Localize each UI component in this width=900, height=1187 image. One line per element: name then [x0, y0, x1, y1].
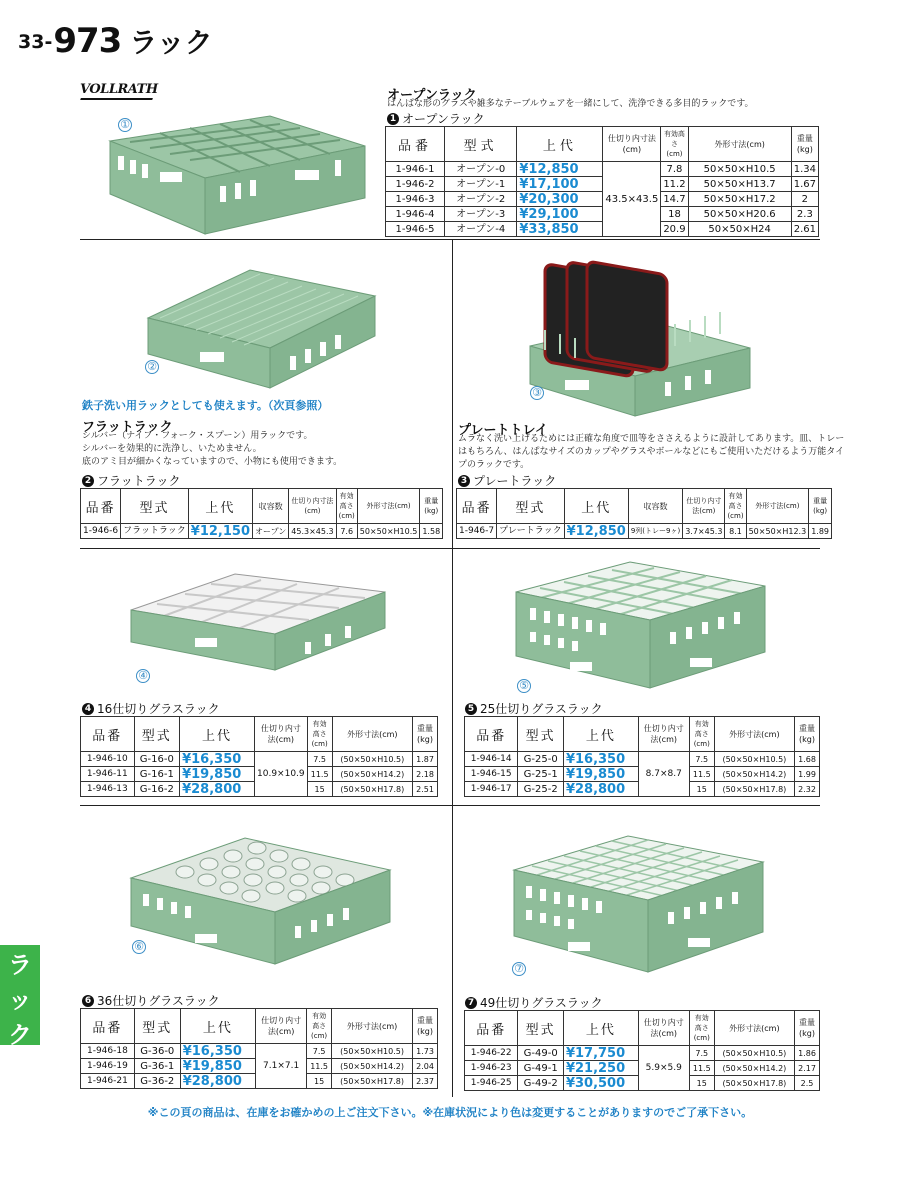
number-badge: 7 [465, 997, 477, 1009]
cell-weight: 2.51 [413, 782, 438, 797]
cell-model: オープン-4 [444, 222, 516, 237]
subhead-label: フラットラック [97, 474, 181, 488]
image-label-1: ① [118, 118, 132, 132]
subhead-label: 25仕切りグラスラック [480, 702, 603, 716]
subhead-label: オープンラック [402, 112, 485, 126]
col-code: 品番 [386, 127, 445, 162]
cell-outer: (50×50×H10.5) [332, 1044, 413, 1059]
col-depth: 有効高さ(cm) [689, 1011, 714, 1046]
cell-outer: (50×50×H17.8) [332, 1074, 413, 1089]
page-number: 973 [53, 21, 122, 61]
cell-model: G-25-2 [518, 782, 564, 797]
col-code: 品番 [81, 717, 135, 752]
cell-price: ¥28,800 [180, 1074, 255, 1089]
col-partition: 仕切り内寸法(cm) [638, 1011, 689, 1046]
subhead-label: 16仕切りグラスラック [97, 702, 220, 716]
cell-depth: 15 [689, 1076, 714, 1091]
col-model: 型式 [518, 1011, 564, 1046]
cell-code: 1-946-25 [465, 1076, 518, 1091]
flat-rack-image [140, 256, 380, 392]
number-badge: 2 [82, 475, 94, 487]
cell-model: G-16-2 [134, 782, 180, 797]
cell-outer: 50×50×H17.2 [688, 192, 791, 207]
cell-partition: 7.1×7.1 [256, 1044, 307, 1089]
cell-depth: 14.7 [661, 192, 688, 207]
flat-rack-desc [82, 430, 342, 469]
col-price: 上代 [180, 1009, 255, 1044]
col-code: 品番 [81, 489, 121, 524]
cell-model: G-16-0 [134, 752, 180, 767]
col-outer: 外形寸法(cm) [714, 717, 794, 752]
col-model: 型式 [444, 127, 516, 162]
desc-line: はもちろん、はんぱなサイズのカップやグラスやボールなどにもご使用いただけるよう万能タイ [458, 447, 845, 457]
open-rack-desc: はんぱな形のグラスや雑多なテーブルウェアを一緒にして、洗浄できる多目的ラックです。 [387, 99, 754, 109]
cell-capacity: オープン [253, 524, 289, 539]
col-outer: 外形寸法(cm) [357, 489, 420, 524]
cell-code: 1-946-7 [457, 524, 497, 539]
col-partition: 仕切り内寸法(cm) [289, 489, 336, 524]
table-row [457, 524, 832, 539]
plate-tray-title: プレートトレイ [458, 423, 548, 438]
cell-code: 1-946-2 [386, 177, 445, 192]
cell-code: 1-946-6 [81, 524, 121, 539]
desc-line: シルバー（ナイフ・フォーク・スプーン）用ラックです。 [82, 431, 313, 441]
table-row [81, 1044, 438, 1059]
cell-price: ¥16,350 [180, 752, 255, 767]
col-partition: 仕切り内寸法(cm) [683, 489, 725, 524]
rack36-table [80, 1008, 438, 1089]
cell-code: 1-946-21 [81, 1074, 135, 1089]
col-depth: 有効高さ(cm) [307, 717, 332, 752]
rack25-image [510, 552, 770, 692]
cell-price: ¥17,100 [517, 177, 603, 192]
col-partition: 仕切り内寸法(cm) [638, 717, 689, 752]
cell-weight: 2.18 [413, 767, 438, 782]
col-depth: 有効高さ(cm) [661, 127, 688, 162]
cell-model: G-25-0 [518, 752, 564, 767]
cell-code: 1-946-15 [465, 767, 518, 782]
rack25-subhead [465, 700, 603, 717]
page-prefix: 33- [18, 31, 53, 53]
col-weight: 重量(kg) [413, 1009, 438, 1044]
col-weight: 重量(kg) [413, 717, 438, 752]
cell-depth: 7.5 [307, 752, 332, 767]
cell-outer: (50×50×H14.2) [332, 1059, 413, 1074]
cell-outer: 50×50×H20.6 [688, 207, 791, 222]
cell-outer: (50×50×H10.5) [332, 752, 412, 767]
cell-code: 1-946-4 [386, 207, 445, 222]
col-price: 上代 [563, 717, 638, 752]
cell-price: ¥33,850 [517, 222, 603, 237]
cell-price: ¥12,150 [188, 524, 252, 539]
cell-depth: 7.5 [307, 1044, 332, 1059]
col-weight: 重量(kg) [809, 489, 832, 524]
cell-code: 1-946-13 [81, 782, 135, 797]
col-outer: 外形寸法(cm) [746, 489, 809, 524]
cell-weight: 1.68 [795, 752, 820, 767]
image-label-4: ④ [136, 669, 150, 683]
col-partition: 仕切り内寸法(cm) [603, 127, 661, 162]
cell-code: 1-946-17 [465, 782, 518, 797]
cell-model: オープン-1 [444, 177, 516, 192]
cell-depth: 7.8 [661, 162, 688, 177]
cell-code: 1-946-14 [465, 752, 518, 767]
col-weight: 重量(kg) [791, 127, 818, 162]
cell-model: G-49-0 [518, 1046, 564, 1061]
col-capacity: 収容数 [253, 489, 289, 524]
col-price: 上代 [517, 127, 603, 162]
cell-price: ¥19,850 [563, 767, 638, 782]
section-divider [80, 239, 820, 240]
flat-rack-note: 鉄子洗い用ラックとしても使えます。（次頁参照） [82, 399, 329, 412]
col-model: 型式 [134, 1009, 180, 1044]
cell-model: オープン-0 [444, 162, 516, 177]
page-header [18, 14, 213, 61]
section-divider [80, 805, 820, 806]
subhead-label: プレートラック [473, 474, 557, 488]
cell-depth: 15 [307, 1074, 332, 1089]
cell-price: ¥12,850 [564, 524, 628, 539]
col-partition: 仕切り内寸法(cm) [256, 1009, 307, 1044]
cell-weight: 2 [791, 192, 818, 207]
table-row [465, 1046, 820, 1061]
image-label-7: ⑦ [512, 962, 526, 976]
cell-weight: 2.5 [795, 1076, 820, 1091]
table-row [386, 207, 819, 222]
open-rack-table [385, 126, 819, 237]
col-model: 型式 [121, 489, 189, 524]
cell-model: G-36-1 [134, 1059, 180, 1074]
cell-model: オープン-2 [444, 192, 516, 207]
col-capacity: 収容数 [628, 489, 682, 524]
image-label-6: ⑥ [132, 940, 146, 954]
cell-outer: (50×50×H10.5) [714, 1046, 794, 1061]
cell-outer: (50×50×H14.2) [714, 767, 794, 782]
rack16-image [125, 562, 390, 677]
cell-depth: 11.2 [661, 177, 688, 192]
col-depth: 有効高さ(cm) [336, 489, 357, 524]
cell-weight: 1.34 [791, 162, 818, 177]
col-code: 品番 [465, 1011, 518, 1046]
rack25-table [464, 716, 820, 797]
cell-model: G-49-2 [518, 1076, 564, 1091]
cell-outer: (50×50×H14.2) [714, 1061, 794, 1076]
col-outer: 外形寸法(cm) [688, 127, 791, 162]
cell-price: ¥29,100 [517, 207, 603, 222]
col-weight: 重量(kg) [795, 1011, 820, 1046]
cell-weight: 1.99 [795, 767, 820, 782]
cell-code: 1-946-19 [81, 1059, 135, 1074]
cell-depth: 8.1 [725, 524, 746, 539]
category-side-tab[interactable] [0, 945, 40, 1049]
cell-depth: 15 [689, 782, 714, 797]
cell-price: ¥28,800 [563, 782, 638, 797]
col-model: 型式 [518, 717, 564, 752]
cell-code: 1-946-23 [465, 1061, 518, 1076]
cell-code: 1-946-10 [81, 752, 135, 767]
col-code: 品番 [457, 489, 497, 524]
subhead-label: 36仕切りグラスラック [97, 994, 220, 1008]
cell-partition: 45.3×45.3 [289, 524, 336, 539]
subhead-label: 49仕切りグラスラック [480, 996, 603, 1010]
plate-rack-image [525, 250, 755, 418]
cell-price: ¥16,350 [180, 1044, 255, 1059]
rack49-table [464, 1010, 820, 1091]
cell-outer: 50×50×H13.7 [688, 177, 791, 192]
col-depth: 有効高さ(cm) [725, 489, 746, 524]
cell-partition: 43.5×43.5 [603, 162, 661, 237]
desc-line: 底のアミ目が細かくなっていますので、小物にも使用できます。 [82, 457, 343, 467]
cell-model: G-36-2 [134, 1074, 180, 1089]
cell-weight: 1.73 [413, 1044, 438, 1059]
cell-outer: (50×50×H17.8) [714, 1076, 794, 1091]
cell-partition: 8.7×8.7 [638, 752, 689, 797]
number-badge: 4 [82, 703, 94, 715]
cell-weight: 1.67 [791, 177, 818, 192]
cell-price: ¥12,850 [517, 162, 603, 177]
col-weight: 重量(kg) [795, 717, 820, 752]
desc-line: ムラなく洗い上げるためには正確な角度で皿等をささえるように設計してあります。皿、トレー [458, 434, 845, 444]
col-partition: 仕切り内寸法(cm) [255, 717, 308, 752]
cell-outer: (50×50×H17.8) [714, 782, 794, 797]
cell-capacity: 9列(トレー9ヶ) [628, 524, 682, 539]
cell-price: ¥19,850 [180, 767, 255, 782]
col-model: 型式 [134, 717, 180, 752]
cell-depth: 18 [661, 207, 688, 222]
plate-tray-subhead [458, 472, 556, 489]
cell-price: ¥16,350 [563, 752, 638, 767]
number-badge: 5 [465, 703, 477, 715]
cell-depth: 7.6 [336, 524, 357, 539]
rack36-image [125, 822, 395, 967]
col-outer: 外形寸法(cm) [332, 717, 412, 752]
cell-model: G-49-1 [518, 1061, 564, 1076]
open-rack-image [100, 86, 370, 236]
rack36-subhead [82, 992, 220, 1009]
col-code: 品番 [465, 717, 518, 752]
image-label-2: ② [145, 360, 159, 374]
number-badge: 1 [387, 113, 399, 125]
cell-depth: 11.5 [307, 767, 332, 782]
side-tab-char: ッ [8, 986, 32, 1014]
side-tab-char: ク [8, 1021, 32, 1049]
cell-model: プレートラック [497, 524, 564, 539]
rack16-subhead [82, 700, 220, 717]
cell-weight: 2.04 [413, 1059, 438, 1074]
image-label-5: ⑤ [517, 679, 531, 693]
cell-depth: 15 [307, 782, 332, 797]
cell-weight: 1.87 [413, 752, 438, 767]
number-badge: 3 [458, 475, 470, 487]
cell-partition: 10.9×10.9 [255, 752, 308, 797]
plate-tray-table [456, 488, 832, 539]
page-category: ラック [129, 26, 213, 59]
cell-price: ¥19,850 [180, 1059, 255, 1074]
open-rack-title: オープンラック [387, 88, 477, 103]
flat-rack-table [80, 488, 443, 539]
cell-depth: 20.9 [661, 222, 688, 237]
col-price: 上代 [180, 717, 255, 752]
table-row [81, 524, 443, 539]
col-price: 上代 [563, 1011, 638, 1046]
col-price: 上代 [188, 489, 252, 524]
table-row [386, 192, 819, 207]
col-outer: 外形寸法(cm) [332, 1009, 413, 1044]
cell-outer: (50×50×H17.8) [332, 782, 412, 797]
cell-code: 1-946-11 [81, 767, 135, 782]
cell-price: ¥20,300 [517, 192, 603, 207]
table-row [465, 752, 820, 767]
cell-model: G-36-0 [134, 1044, 180, 1059]
cell-depth: 11.5 [689, 767, 714, 782]
cell-outer: 50×50×H12.3 [746, 524, 809, 539]
col-code: 品番 [81, 1009, 135, 1044]
col-model: 型式 [497, 489, 564, 524]
column-divider [452, 239, 453, 1097]
cell-depth: 7.5 [689, 752, 714, 767]
cell-outer: 50×50×H24 [688, 222, 791, 237]
table-row [81, 752, 438, 767]
col-outer: 外形寸法(cm) [714, 1011, 794, 1046]
number-badge: 6 [82, 995, 94, 1007]
cell-model: フラットラック [121, 524, 189, 539]
flat-rack-subhead [82, 472, 181, 489]
table-row [386, 177, 819, 192]
cell-outer: (50×50×H10.5) [714, 752, 794, 767]
cell-price: ¥28,800 [180, 782, 255, 797]
cell-outer: 50×50×H10.5 [688, 162, 791, 177]
table-row [386, 222, 819, 237]
col-depth: 有効高さ(cm) [689, 717, 714, 752]
cell-model: G-16-1 [134, 767, 180, 782]
cell-code: 1-946-22 [465, 1046, 518, 1061]
cell-outer: (50×50×H14.2) [332, 767, 412, 782]
cell-model: G-25-1 [518, 767, 564, 782]
cell-weight: 1.58 [420, 524, 443, 539]
rack49-image [508, 826, 770, 976]
cell-partition: 5.9×5.9 [638, 1046, 689, 1091]
cell-weight: 2.61 [791, 222, 818, 237]
side-tab-char: ラ [8, 951, 32, 979]
cell-price: ¥17,750 [563, 1046, 638, 1061]
cell-depth: 7.5 [689, 1046, 714, 1061]
cell-weight: 2.37 [413, 1074, 438, 1089]
rack16-table [80, 716, 438, 797]
rack49-subhead [465, 994, 603, 1011]
cell-code: 1-946-18 [81, 1044, 135, 1059]
desc-line: プのラックです。 [458, 460, 530, 470]
desc-line: シルバーを効果的に洗浄し、いためません。 [82, 444, 262, 454]
image-label-3: ③ [530, 386, 544, 400]
table-row [386, 162, 819, 177]
cell-weight: 2.17 [795, 1061, 820, 1076]
cell-depth: 11.5 [307, 1059, 332, 1074]
col-depth: 有効高さ(cm) [307, 1009, 332, 1044]
col-weight: 重量(kg) [420, 489, 443, 524]
cell-partition: 3.7×45.3 [683, 524, 725, 539]
cell-depth: 11.5 [689, 1061, 714, 1076]
cell-code: 1-946-5 [386, 222, 445, 237]
col-price: 上代 [564, 489, 628, 524]
cell-weight: 2.3 [791, 207, 818, 222]
cell-code: 1-946-1 [386, 162, 445, 177]
plate-tray-desc [458, 433, 844, 472]
footer-note: ※この頁の商品は、在庫をお確かめの上ご注文下さい。※在庫状況により色は変更することがありますのでご了承下さい。 [147, 1106, 753, 1119]
brand-name: VOLLRATH [80, 82, 158, 97]
flat-rack-title: フラットラック [82, 420, 173, 435]
cell-price: ¥21,250 [563, 1061, 638, 1076]
cell-code: 1-946-3 [386, 192, 445, 207]
cell-weight: 2.32 [795, 782, 820, 797]
open-rack-subhead [387, 110, 485, 127]
cell-weight: 1.86 [795, 1046, 820, 1061]
cell-weight: 1.89 [809, 524, 832, 539]
cell-model: オープン-3 [444, 207, 516, 222]
section-divider [80, 548, 820, 549]
cell-price: ¥30,500 [563, 1076, 638, 1091]
cell-outer: 50×50×H10.5 [357, 524, 420, 539]
